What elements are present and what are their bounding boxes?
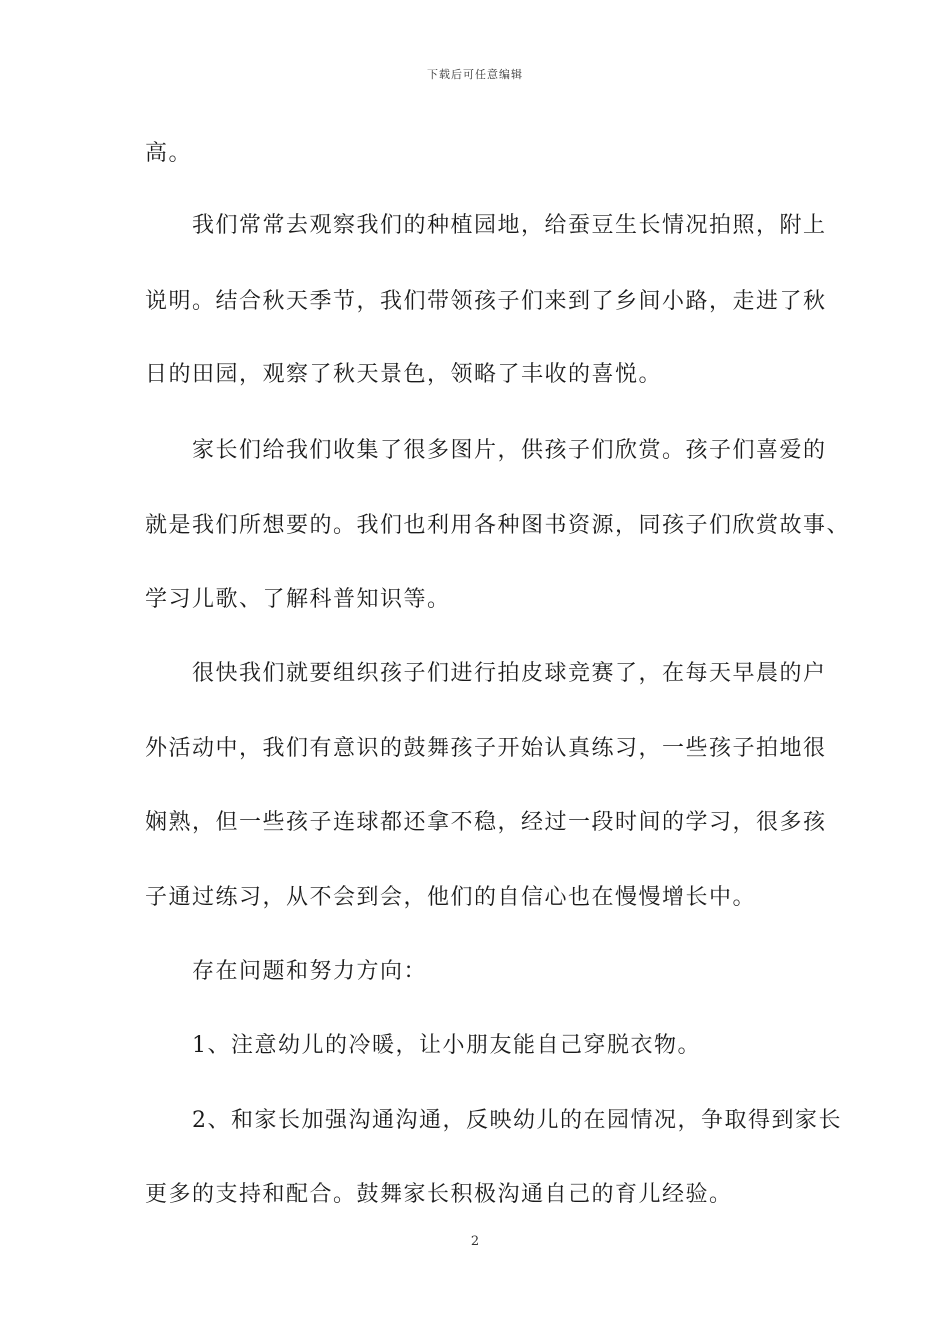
section-heading: 存在问题和努力方向： xyxy=(192,959,428,984)
list-item: 2、和家长加强沟通沟通，反映幼儿的在园情况，争取得到家长 xyxy=(192,1108,842,1133)
text-line: 高。 xyxy=(145,141,193,166)
text-line: 日的田园，观察了秋天景色，领略了丰收的喜悦。 xyxy=(145,362,663,387)
paragraph-first-line: 家长们给我们收集了很多图片，供孩子们欣赏。孩子们喜爱的 xyxy=(192,438,827,463)
text-line: 娴熟，但一些孩子连球都还拿不稳，经过一段时间的学习，很多孩 xyxy=(145,810,827,835)
text-line: 更多的支持和配合。鼓舞家长积极沟通自己的育儿经验。 xyxy=(145,1182,733,1207)
text-line: 外活动中，我们有意识的鼓舞孩子开始认真练习，一些孩子拍地很 xyxy=(145,736,827,761)
text-line: 学习儿歌、了解科普知识等。 xyxy=(145,587,451,612)
text-line: 子通过练习，从不会到会，他们的自信心也在慢慢增长中。 xyxy=(145,885,757,910)
text-line: 说明。结合秋天季节，我们带领孩子们来到了乡间小路，走进了秋 xyxy=(145,289,827,314)
paragraph-first-line: 我们常常去观察我们的种植园地，给蚕豆生长情况拍照，附上 xyxy=(192,213,827,238)
header-note: 下载后可任意编辑 xyxy=(427,68,523,81)
text-line: 就是我们所想要的。我们也利用各种图书资源，同孩子们欣赏故事、 xyxy=(145,513,851,538)
page-number: 2 xyxy=(470,1234,480,1249)
paragraph-first-line: 很快我们就要组织孩子们进行拍皮球竞赛了，在每天早晨的户 xyxy=(192,661,827,686)
list-item: 1、注意幼儿的冷暖，让小朋友能自己穿脱衣物。 xyxy=(192,1033,701,1058)
